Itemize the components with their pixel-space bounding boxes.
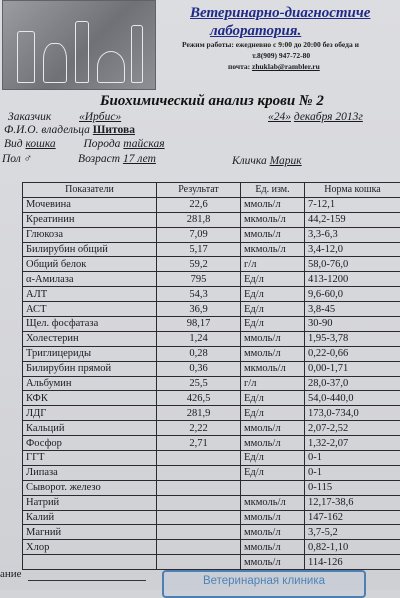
unit-cell: Ед/л <box>241 302 305 317</box>
unit-cell: мкмоль/л <box>241 495 305 510</box>
parameter-cell: ГГТ <box>23 451 157 466</box>
unit-cell: мкмоль/л <box>241 242 305 257</box>
table-body <box>23 197 400 569</box>
unit-cell: мкмоль/л <box>241 361 305 376</box>
table-row <box>23 391 400 406</box>
signature-label: ание <box>0 568 22 580</box>
species-line <box>4 138 165 150</box>
email-line <box>228 62 320 71</box>
results-table-wrapper <box>22 182 400 570</box>
parameter-cell: Глюкоза <box>23 227 157 242</box>
date-month-year: декабря 2013г <box>294 111 363 123</box>
norm-cell: 114-126 <box>305 555 400 570</box>
table-row <box>23 465 400 480</box>
parameter-cell: АСТ <box>23 302 157 317</box>
table-row <box>23 495 400 510</box>
result-cell <box>157 525 241 540</box>
unit-cell <box>241 480 305 495</box>
unit-cell: ммоль/л <box>241 346 305 361</box>
norm-cell: 1,32-2,07 <box>305 436 400 451</box>
parameter-cell: α-Амилаза <box>23 272 157 287</box>
parameter-cell: Хлор <box>23 540 157 555</box>
result-cell: 22,6 <box>157 197 241 212</box>
table-row <box>23 287 400 302</box>
table-row <box>23 436 400 451</box>
norm-cell: 3,8-45 <box>305 302 400 317</box>
norm-cell: 0,82-1,10 <box>305 540 400 555</box>
result-cell: 59,2 <box>157 257 241 272</box>
parameter-cell: Общий белок <box>23 257 157 272</box>
parameter-cell: Щел. фосфатаза <box>23 317 157 332</box>
parameter-cell: Сыворот. железо <box>23 480 157 495</box>
norm-cell: 173,0-734,0 <box>305 406 400 421</box>
table-header-row <box>23 183 400 198</box>
test-tube-icon <box>75 21 89 83</box>
table-row <box>23 242 400 257</box>
results-table <box>22 182 400 570</box>
date-line <box>268 111 363 123</box>
unit-cell: ммоль/л <box>241 197 305 212</box>
nickname-value: Марик <box>270 155 302 167</box>
table-row <box>23 272 400 287</box>
species-label: Вид <box>4 138 23 150</box>
sex-age-line <box>2 153 156 165</box>
flask-icon <box>43 43 67 83</box>
lab-name <box>190 4 400 40</box>
parameter-cell: ЛДГ <box>23 406 157 421</box>
column-header: Норма кошка <box>305 183 400 198</box>
table-row <box>23 331 400 346</box>
table-row <box>23 317 400 332</box>
owner-value: Шитова <box>93 124 135 136</box>
unit-cell: ммоль/л <box>241 525 305 540</box>
lab-name-line2: лаборатория. <box>190 22 400 40</box>
norm-cell: 9,6-60,0 <box>305 287 400 302</box>
norm-cell: 2,07-2,52 <box>305 421 400 436</box>
table-row <box>23 212 400 227</box>
result-cell: 0,36 <box>157 361 241 376</box>
norm-cell: 12,17-38,6 <box>305 495 400 510</box>
unit-cell: мкмоль/л <box>241 212 305 227</box>
unit-cell: Ед/л <box>241 465 305 480</box>
parameter-cell: Калий <box>23 510 157 525</box>
unit-cell: Ед/л <box>241 406 305 421</box>
parameter-cell: Триглицериды <box>23 346 157 361</box>
phone-number: т.8(909) 947-72-80 <box>252 51 310 60</box>
customer-line <box>8 111 121 123</box>
norm-cell: 3,4-12,0 <box>305 242 400 257</box>
customer-label: Заказчик <box>8 111 51 123</box>
date-day: «24» <box>268 111 291 123</box>
table-row <box>23 510 400 525</box>
norm-cell: 3,7-5,2 <box>305 525 400 540</box>
parameter-cell <box>23 555 157 570</box>
breed-value: тайская <box>123 138 164 150</box>
age-value: 17 лет <box>123 153 156 165</box>
table-row <box>23 555 400 570</box>
flask-icon <box>97 51 125 83</box>
result-cell: 36,9 <box>157 302 241 317</box>
result-cell <box>157 480 241 495</box>
parameter-cell: Фосфор <box>23 436 157 451</box>
parameter-cell: Липаза <box>23 465 157 480</box>
table-row <box>23 525 400 540</box>
unit-cell: ммоль/л <box>241 436 305 451</box>
breed-label: Порода <box>83 138 120 150</box>
result-cell: 0,28 <box>157 346 241 361</box>
customer-value: «Ирбис» <box>79 111 121 123</box>
unit-cell: Ед/л <box>241 287 305 302</box>
column-header: Ед. изм. <box>241 183 305 198</box>
norm-cell: 0-1 <box>305 465 400 480</box>
norm-cell: 3,3-6,3 <box>305 227 400 242</box>
sex-label: Пол <box>2 153 21 165</box>
unit-cell: ммоль/л <box>241 555 305 570</box>
unit-cell: ммоль/л <box>241 421 305 436</box>
table-row <box>23 257 400 272</box>
owner-line <box>4 124 135 136</box>
parameter-cell: Билирубин общий <box>23 242 157 257</box>
table-row <box>23 540 400 555</box>
table-row <box>23 346 400 361</box>
table-row <box>23 451 400 466</box>
email-address: zhuklab@rambler.ru <box>252 62 320 71</box>
table-row <box>23 197 400 212</box>
nickname-label: Кличка <box>232 155 267 167</box>
unit-cell: ммоль/л <box>241 227 305 242</box>
parameter-cell: Натрий <box>23 495 157 510</box>
norm-cell: 0,22-0,66 <box>305 346 400 361</box>
male-symbol-icon: ♂ <box>24 153 33 165</box>
norm-cell: 0-1 <box>305 451 400 466</box>
result-cell: 5,17 <box>157 242 241 257</box>
norm-cell: 54,0-440,0 <box>305 391 400 406</box>
result-cell <box>157 540 241 555</box>
result-cell: 281,9 <box>157 406 241 421</box>
table-row <box>23 376 400 391</box>
email-label: почта: <box>228 62 250 71</box>
norm-cell: 413-1200 <box>305 272 400 287</box>
parameter-cell: Креатинин <box>23 212 157 227</box>
species-value: кошка <box>25 138 55 150</box>
table-row <box>23 302 400 317</box>
clinic-stamp: Ветеринарная клиника <box>162 570 366 598</box>
result-cell: 7,09 <box>157 227 241 242</box>
table-row <box>23 421 400 436</box>
norm-cell: 44,2-159 <box>305 212 400 227</box>
signature-line <box>28 580 146 581</box>
unit-cell: ммоль/л <box>241 540 305 555</box>
parameter-cell: АЛТ <box>23 287 157 302</box>
result-cell: 281,8 <box>157 212 241 227</box>
result-cell: 25,5 <box>157 376 241 391</box>
column-header: Показатели <box>23 183 157 198</box>
result-cell <box>157 451 241 466</box>
norm-cell: 1,95-3,78 <box>305 331 400 346</box>
age-label: Возраст <box>78 153 120 165</box>
unit-cell: ммоль/л <box>241 331 305 346</box>
result-cell <box>157 465 241 480</box>
result-cell: 54,3 <box>157 287 241 302</box>
document-title: Биохимический анализ крови № 2 <box>100 93 324 110</box>
parameter-cell: Магний <box>23 525 157 540</box>
test-tube-icon <box>17 31 35 83</box>
table-row <box>23 361 400 376</box>
parameter-cell: Билирубин прямой <box>23 361 157 376</box>
result-cell: 98,17 <box>157 317 241 332</box>
result-cell: 2,71 <box>157 436 241 451</box>
result-cell: 426,5 <box>157 391 241 406</box>
parameter-cell: Мочевина <box>23 197 157 212</box>
lab-name-line1: Ветеринарно-диагностиче <box>190 5 370 21</box>
norm-cell: 30-90 <box>305 317 400 332</box>
unit-cell: Ед/л <box>241 451 305 466</box>
norm-cell: 7-12,1 <box>305 197 400 212</box>
unit-cell: г/л <box>241 376 305 391</box>
parameter-cell: Альбумин <box>23 376 157 391</box>
result-cell: 2,22 <box>157 421 241 436</box>
parameter-cell: Кальций <box>23 421 157 436</box>
unit-cell: ммоль/л <box>241 510 305 525</box>
norm-cell: 147-162 <box>305 510 400 525</box>
table-row <box>23 227 400 242</box>
norm-cell: 0-115 <box>305 480 400 495</box>
norm-cell: 0,00-1,71 <box>305 361 400 376</box>
norm-cell: 28,0-37,0 <box>305 376 400 391</box>
unit-cell: Ед/л <box>241 317 305 332</box>
result-cell: 795 <box>157 272 241 287</box>
unit-cell: Ед/л <box>241 391 305 406</box>
result-cell <box>157 495 241 510</box>
norm-cell: 58,0-76,0 <box>305 257 400 272</box>
lab-logo-image <box>2 0 156 90</box>
unit-cell: г/л <box>241 257 305 272</box>
column-header: Результат <box>157 183 241 198</box>
table-row <box>23 480 400 495</box>
parameter-cell: КФК <box>23 391 157 406</box>
nickname-line <box>232 155 302 167</box>
owner-label: Ф.И.О. владельца <box>4 124 90 136</box>
unit-cell: Ед/л <box>241 272 305 287</box>
parameter-cell: Холестерин <box>23 331 157 346</box>
result-cell <box>157 510 241 525</box>
result-cell: 1,24 <box>157 331 241 346</box>
test-tube-icon <box>131 25 143 83</box>
working-hours: Режим работы: ежедневно с 9:00 до 20:00 без обеда и <box>182 40 400 49</box>
result-cell <box>157 555 241 570</box>
table-row <box>23 406 400 421</box>
